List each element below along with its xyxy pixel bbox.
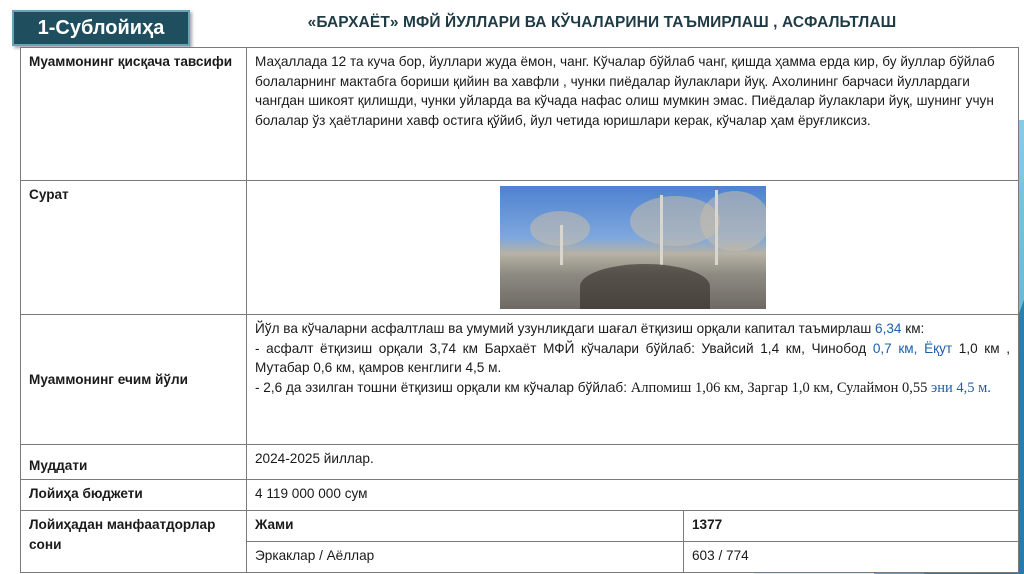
- photo-cell: [247, 181, 1019, 315]
- solution-line1: Йўл ва кўчаларни асфалтлаш ва умумий узунликдаги шағал ётқизиш орқали капитал таъмирлаш: [255, 321, 876, 336]
- row-beneficiaries-total: [21, 511, 1019, 542]
- solution-line3: - 2,6 да эзилган тошни ётқизиш орқали км кўчалар бўйлаб:: [255, 379, 631, 395]
- project-table: [20, 47, 1019, 573]
- duration-label: [21, 445, 247, 480]
- solution-line3-streets: Алпомиш 1,06 км, Заргар 1,0 км, Сулаймон 0,55: [630, 379, 928, 396]
- problem-text: Маҳаллада 12 та куча бор, йуллари жуда ёмон, чанг. Кўчалар бўйлаб чанг, қишда ҳамма ерда кир, бу йуллар бўйлаб болаларнинг мактабга бориши қийин ва хавфли , чунки пиёдалар йулаклари йуқ. Ахолининг барчаси йуллардаги чангдан шикоят қилишди, чунки уйларда ва кўчада нафас олиш мумкин эмас. Пиёдалар йулаклари йуқ, шунинг учун болалар ўз ҳаётларини хавф остига қўйиб, йул четида юришлари керак, кўчалар ҳам ёруғликсиз.: [247, 48, 1019, 181]
- beneficiaries-label: Лойиҳадан манфаатдорлар сони: [21, 511, 247, 573]
- budget-label: Лойиҳа бюджети: [21, 480, 247, 511]
- solution-label-text: Муаммонинг ечим йўли: [29, 371, 188, 387]
- solution-label: [21, 315, 247, 445]
- solution-line2: - асфалт ётқизиш орқали 3,74 км Бархаёт МФЙ кўчалари бўйлаб: Увайсий 1,4 км, Чинобод: [255, 340, 873, 356]
- solution-line2-num: 0,7 км, Ёқут: [872, 340, 953, 356]
- beneficiaries-total-label: Жами: [247, 511, 684, 542]
- solution-line3-end: эни 4,5 м.: [927, 379, 991, 396]
- duration-label-text: Муддати: [29, 457, 88, 473]
- page-title: «БАРХАЁТ» МФЙ ЙУЛЛАРИ ВА КЎЧАЛАРИНИ ТАЪМИРЛАШ , АСФАЛЬТЛАШ: [307, 14, 897, 31]
- street-photo: [500, 186, 766, 309]
- photo-label: Сурат: [21, 181, 247, 315]
- row-budget: [21, 480, 1019, 511]
- solution-line1-end: км:: [901, 321, 925, 336]
- problem-label: Муаммонинг қисқача тавсифи: [21, 48, 247, 181]
- solution-line1-num: 6,34: [875, 321, 902, 336]
- beneficiaries-split-value: 603 / 774: [684, 542, 1019, 573]
- duration-value: 2024-2025 йиллар.: [247, 445, 1019, 480]
- beneficiaries-total-value: 1377: [684, 511, 1019, 542]
- subproject-badge: 1-Сублойиҳа: [12, 10, 190, 46]
- solution-text: [247, 315, 1019, 445]
- row-solution: [21, 315, 1019, 445]
- row-problem: [21, 48, 1019, 181]
- budget-value: 4 119 000 000 сум: [247, 480, 1019, 511]
- beneficiaries-split-label: Эркаклар / Аёллар: [247, 542, 684, 573]
- row-photo: [21, 181, 1019, 315]
- solution-line2-end: 1,0 км , Мутабар 0,6 км, қамров кенглиги 4,5 м.: [255, 340, 1011, 375]
- row-duration: [21, 445, 1019, 480]
